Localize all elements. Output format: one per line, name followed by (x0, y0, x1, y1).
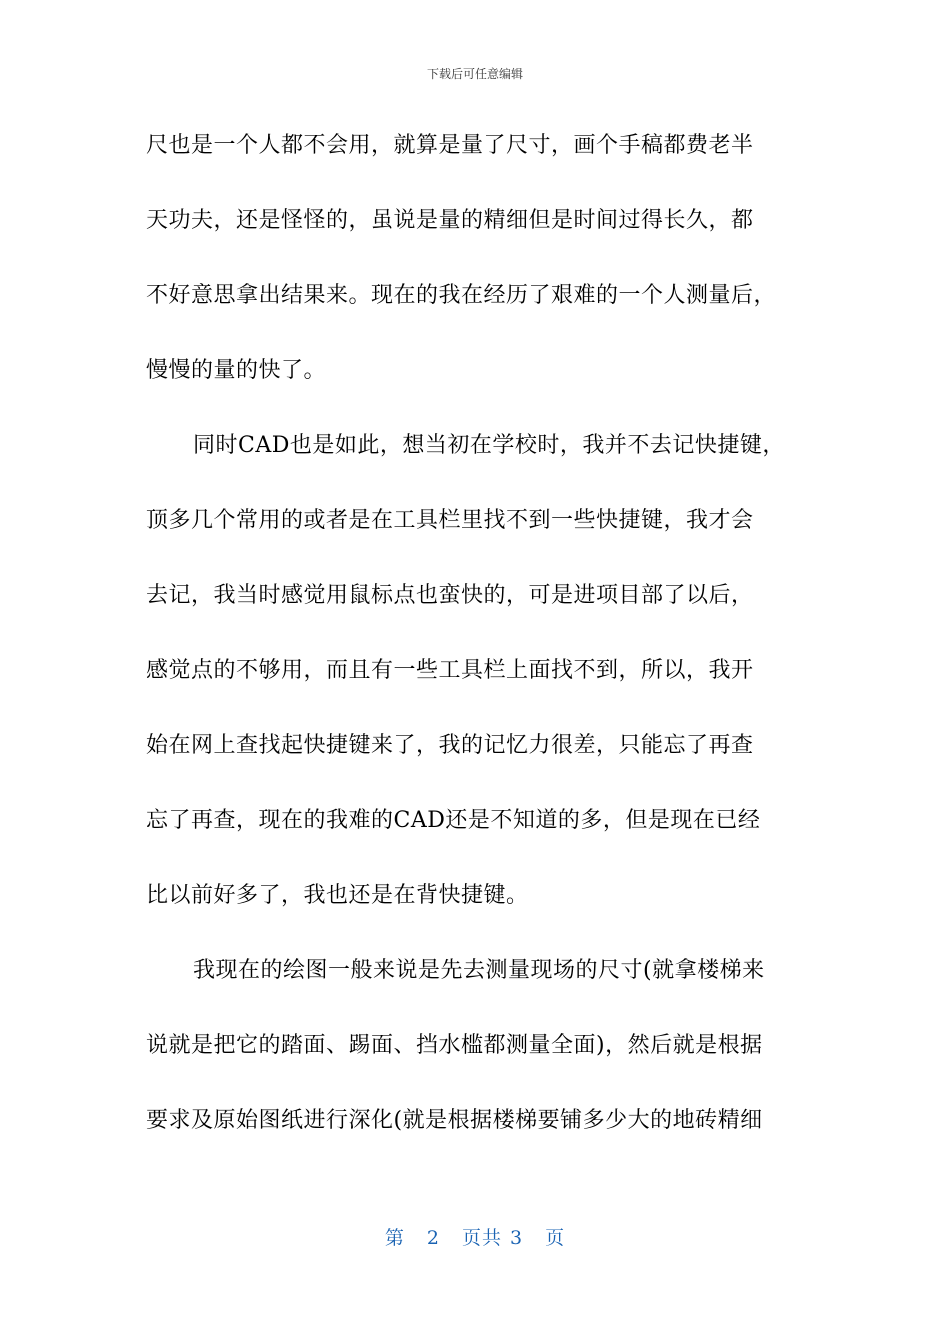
total-pages-number: 3 (510, 1227, 524, 1249)
document-body (146, 108, 806, 1158)
current-page-number: 2 (426, 1227, 440, 1249)
footer-prefix: 第 (384, 1227, 405, 1249)
text-line: 慢慢的量的快了。 (146, 358, 327, 383)
text-line: 说就是把它的踏面、踢面、挡水槛都测量全面)，然后就是根据 (146, 1033, 763, 1058)
text-line: 不好意思拿出结果来。现在的我在经历了艰难的一个人测量后， (146, 283, 777, 308)
text-line: 顶多几个常用的或者是在工具栏里找不到一些快捷键，我才会 (146, 508, 754, 533)
page-header: 下载后可任意编辑 (426, 67, 523, 81)
paragraph-first-line: 我现在的绘图一般来说是先去测量现场的尺寸(就拿楼梯来 (193, 958, 765, 983)
text-line: 要求及原始图纸进行深化(就是根据楼梯要铺多少大的地砖精细 (146, 1108, 763, 1133)
text-line: 忘了再查，现在的我难的CAD还是不知道的多，但是现在已经 (146, 808, 761, 833)
text-line: 尺也是一个人都不会用，就算是量了尺寸，画个手稿都费老半 (146, 133, 754, 158)
page-footer (0, 1226, 950, 1250)
text-line: 始在网上查找起快捷键来了，我的记忆力很差，只能忘了再查 (146, 733, 754, 758)
text-line: 去记，我当时感觉用鼠标点也蛮快的，可是进项目部了以后， (146, 583, 754, 608)
text-line: 比以前好多了，我也还是在背快捷键。 (146, 883, 529, 908)
paragraph-first-line: 同时CAD也是如此，想当初在学校时，我并不去记快捷键， (193, 433, 785, 458)
text-line: 天功夫，还是怪怪的，虽说是量的精细但是时间过得长久，都 (146, 208, 754, 233)
text-line: 感觉点的不够用，而且有一些工具栏上面找不到，所以，我开 (146, 658, 754, 683)
footer-suffix: 页 (545, 1227, 566, 1249)
footer-middle: 页共 (461, 1227, 502, 1249)
